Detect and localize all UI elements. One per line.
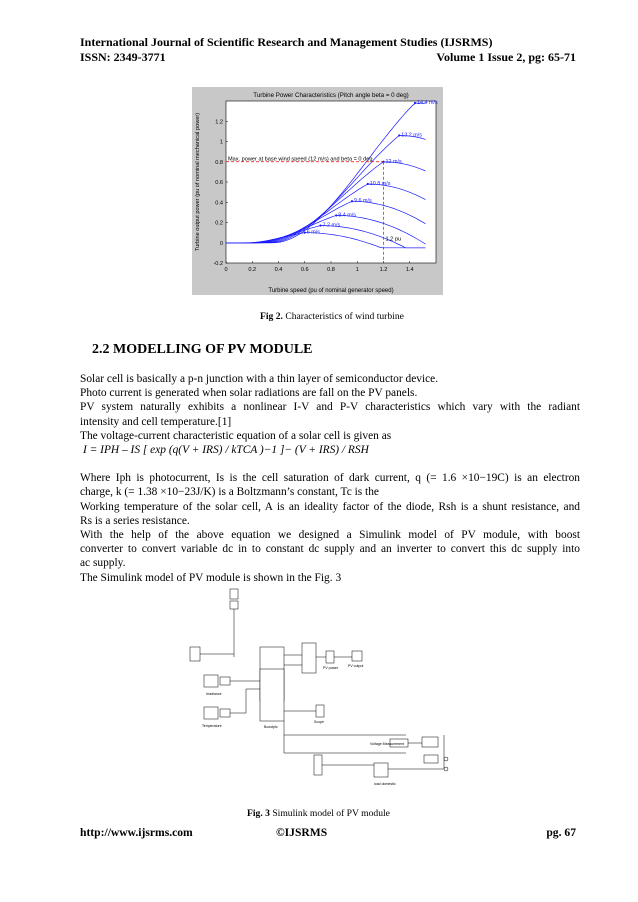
scope-block (316, 705, 324, 717)
x-tick-label: 1.4 (405, 267, 414, 273)
volume-info: Volume 1 Issue 2, pg: 65-71 (436, 50, 576, 64)
series-peak-point (367, 183, 369, 185)
x-tick-label: 0.2 (248, 267, 257, 273)
irradiance-label: Irradiance (206, 692, 222, 696)
voltage-measurement-2 (422, 737, 438, 747)
pv-power-label: PV power (323, 666, 339, 670)
x-tick-label: 0.4 (274, 267, 283, 273)
where-line-6: converter to convert variable dc in to constant dc supply and an inverter to convert this dc supply into (80, 543, 580, 556)
load-label: load domestic (374, 782, 396, 786)
y-axis-label: Turbine output power (pu of nominal mechanical power) (195, 112, 201, 252)
figure-3-caption (247, 808, 390, 819)
top-block (230, 589, 238, 599)
y-tick-label: 0.2 (215, 220, 223, 227)
input-block (190, 647, 200, 661)
issn: ISSN: 2349-3771 (80, 50, 166, 64)
paragraph-1: Solar cell is basically a p-n junction with a thin layer of semiconductor device. (80, 373, 439, 385)
paragraph-4: The voltage-current characteristic equation of a solar cell is given as (80, 429, 392, 442)
x-axis-label: Turbine speed (pu of nominal generator speed) (268, 288, 394, 294)
x-tick-label: 0 (224, 267, 228, 273)
series-peak-point (319, 224, 321, 226)
pv-power-block (326, 651, 334, 663)
where-line-3: Working temperature of the solar cell, A is an ideality factor of the diode, Rsh is a shunt resistance, and (80, 500, 580, 513)
series-label: 14.4 m/s (417, 100, 438, 107)
x-tick-label: 0.6 (300, 267, 309, 273)
y-tick-label: 1 (219, 139, 223, 146)
where-line-2: charge, k (= 1.38 ×10−23J/K) is a Boltzmann’s constant, Tc is the (80, 486, 379, 499)
paragraph-3b: intensity and cell temperature.[1] (80, 415, 232, 428)
figure-2-text: Characteristics of wind turbine (285, 311, 404, 322)
plot-area (226, 101, 436, 263)
figure-2-caption (260, 311, 404, 322)
turbine-power-chart (192, 87, 443, 295)
pv-output-label: PV output (348, 664, 364, 668)
x-tick-label: 0.8 (327, 267, 335, 273)
boost-label: Boostpfc (264, 725, 278, 729)
paragraph-2: Photo current is generated when solar radiations are fall on the PV panels. (80, 387, 418, 400)
pv-output-block (352, 651, 362, 661)
section-title: 2.2 MODELLING OF PV MODULE (92, 342, 313, 357)
figure-2-chart (192, 87, 443, 295)
journal-title: International Journal of Scientific Research and Management Studies (IJSRMS) (80, 35, 493, 49)
series-label: 12 m/s (385, 158, 402, 165)
where-line-5: With the help of the above equation we designed a Simulink model of PV module, with boost (80, 529, 580, 542)
where-line-1: Where Iph is photocurrent, Is is the cell saturation of dark current, q (= 1.6 ×10−19C) is an electron (80, 472, 580, 485)
series-peak-point (351, 200, 353, 202)
series-label: 8.4 m/s (338, 212, 356, 219)
series-peak-point (414, 102, 416, 104)
series-label: 6 m/s (306, 229, 320, 236)
y-tick-label: -0.2 (213, 261, 223, 267)
y-tick-label: 0.6 (215, 180, 223, 186)
figure-3-label: Fig. 3 (247, 808, 270, 819)
product-block (302, 643, 316, 673)
simulink-diagram (186, 585, 452, 803)
top-block-2 (230, 601, 238, 609)
footer-copyright: ©IJSRMS (276, 826, 328, 839)
inverter-block (314, 755, 322, 775)
pu-marker-label: 1.2 pu (385, 236, 402, 243)
where-line-4: Rs is a series resistance. (80, 514, 190, 527)
y-tick-label: 0.4 (215, 200, 223, 207)
figure-3-simulink-model (186, 585, 452, 803)
voltage-measurement-label: Voltage Measurement (370, 742, 405, 746)
max-power-annotation: Max. power at base wind speed (12 m/s) and beta = 0 deg (228, 156, 373, 163)
chart-title: Turbine Power Characteristics (Pitch angle beta = 0 deg) (253, 92, 409, 99)
y-tick-label: 0 (219, 240, 223, 247)
series-peak-point (398, 134, 400, 136)
footer-url[interactable]: http://www.ijsrms.com (80, 826, 193, 839)
body-text (80, 372, 580, 585)
load-block (374, 763, 388, 777)
footer-page-number: pg. 67 (546, 826, 576, 839)
paragraph-3: PV system naturally exhibits a nonlinear I-V and P-V characteristics which vary with the radiant (80, 401, 580, 414)
irradiance-block (204, 675, 218, 687)
series-label: 7.2 m/s (322, 222, 341, 229)
temperature-block (204, 707, 218, 719)
figure-3-text: Simulink model of PV module (272, 808, 390, 819)
x-tick-label: 1.2 (379, 267, 388, 273)
scope-label: Scope (314, 720, 324, 724)
series-label: 9.6 m/s (354, 198, 372, 205)
where-line-7: ac supply. (80, 557, 126, 570)
equation: I = IPH – IS [ exp (q(V + IRS) / kTCA )−1 ]− (V + IRS) / RSH (83, 444, 369, 457)
series-peak-point (304, 232, 306, 234)
y-tick-label: 1.2 (215, 119, 223, 126)
series-peak-point (335, 214, 337, 216)
y-tick-label: 0.8 (215, 159, 223, 166)
figure-2-label: Fig 2. (260, 311, 283, 322)
series-label: 10.8 m/s (369, 181, 391, 188)
where-line-8: The Simulink model of PV module is shown in the Fig. 3 (80, 571, 342, 584)
temperature-label: Temperature (202, 724, 222, 728)
series-label: 13.2 m/s (401, 132, 422, 139)
boost-block (260, 669, 284, 721)
x-tick-label: 1 (355, 267, 359, 273)
